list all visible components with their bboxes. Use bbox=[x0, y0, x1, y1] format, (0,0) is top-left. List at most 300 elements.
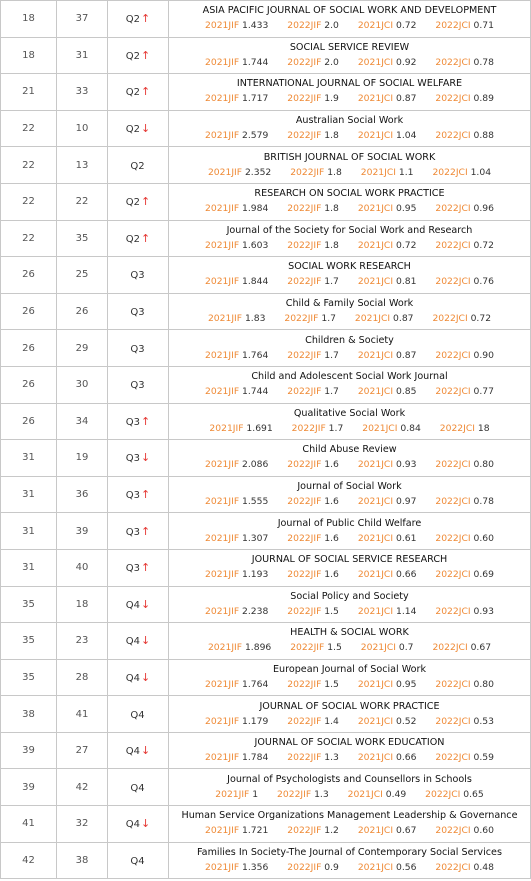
journal-cell bbox=[169, 220, 531, 257]
if2021-label: 2021JIF bbox=[205, 605, 240, 617]
jci2021-metric bbox=[348, 787, 407, 803]
jci2022-label: 2022JCI bbox=[435, 861, 471, 873]
rank-cell: 22 bbox=[1, 147, 57, 184]
quartile-label: Q3 bbox=[130, 307, 145, 319]
previous-rank-cell: 19 bbox=[57, 440, 108, 477]
if2021-label: 2021JIF bbox=[205, 861, 240, 873]
metrics-line bbox=[169, 457, 530, 473]
journal-cell bbox=[169, 696, 531, 733]
previous-rank-cell: 31 bbox=[57, 37, 108, 74]
if2021-value: 1.717 bbox=[242, 93, 269, 105]
table-row bbox=[1, 37, 531, 74]
if2022-label: 2022JIF bbox=[287, 861, 322, 873]
if2022-label: 2022JIF bbox=[287, 459, 322, 471]
previous-rank-cell: 22 bbox=[57, 183, 108, 220]
if2022-metric bbox=[287, 494, 339, 510]
metrics-line bbox=[169, 238, 530, 254]
journal-name: BRITISH JOURNAL OF SOCIAL WORK bbox=[263, 151, 436, 163]
journal-cell bbox=[169, 1, 531, 38]
table-row bbox=[1, 696, 531, 733]
jci2022-value: 0.65 bbox=[463, 788, 484, 800]
quartile-cell bbox=[108, 37, 169, 74]
jci2021-label: 2021JCI bbox=[357, 532, 394, 544]
jci2021-metric bbox=[362, 421, 421, 437]
if2021-value: 1.691 bbox=[246, 422, 273, 434]
journal-name: Journal of Public Child Welfare bbox=[277, 517, 422, 529]
journal-name: Child Abuse Review bbox=[302, 444, 397, 456]
jci2021-value: 1.14 bbox=[395, 605, 417, 617]
quartile-label: Q2 bbox=[125, 233, 140, 245]
quartile-cell bbox=[108, 257, 169, 294]
jci2022-label: 2022JCI bbox=[435, 349, 471, 361]
if2021-value: 1 bbox=[252, 788, 259, 800]
jci2022-value: 0.71 bbox=[473, 20, 494, 32]
metrics-line bbox=[169, 128, 530, 144]
if2021-label: 2021JIF bbox=[205, 459, 240, 471]
arrow-up-icon: ↑ bbox=[141, 524, 151, 538]
journal-name: Children & Society bbox=[305, 334, 394, 346]
journal-name: Journal of Psychologists and Counsellors in Schools bbox=[227, 773, 472, 785]
previous-rank-cell: 42 bbox=[57, 769, 108, 806]
if2021-metric bbox=[205, 750, 268, 766]
jci2022-metric bbox=[435, 531, 494, 547]
quartile-cell bbox=[108, 440, 169, 477]
jci2021-label: 2021JCI bbox=[357, 386, 394, 398]
jci2022-value: 0.80 bbox=[473, 459, 494, 471]
journal-cell bbox=[169, 330, 531, 367]
if2021-label: 2021JIF bbox=[205, 130, 240, 142]
if2021-metric bbox=[205, 531, 268, 547]
quartile-cell bbox=[108, 403, 169, 440]
rank-cell: 21 bbox=[1, 74, 57, 111]
if2022-label: 2022JIF bbox=[287, 569, 322, 581]
table-row bbox=[1, 403, 531, 440]
if2022-metric bbox=[287, 201, 339, 217]
jci2022-label: 2022JCI bbox=[439, 422, 475, 434]
jci2022-value: 0.93 bbox=[473, 605, 494, 617]
metrics-line bbox=[169, 91, 530, 107]
previous-rank-cell: 29 bbox=[57, 330, 108, 367]
journal-cell bbox=[169, 513, 531, 550]
rank-cell: 26 bbox=[1, 403, 57, 440]
metrics-line bbox=[169, 823, 530, 839]
jci2022-label: 2022JCI bbox=[435, 678, 471, 690]
if2021-label: 2021JIF bbox=[209, 422, 244, 434]
jci2022-metric bbox=[435, 494, 494, 510]
quartile-cell bbox=[108, 220, 169, 257]
previous-rank-cell: 40 bbox=[57, 549, 108, 586]
if2021-metric bbox=[205, 348, 268, 364]
jci2022-metric bbox=[435, 18, 494, 34]
jci2022-value: 0.77 bbox=[473, 386, 494, 398]
quartile-label: Q4 bbox=[125, 746, 140, 758]
if2021-metric bbox=[205, 860, 268, 876]
quartile-label: Q2 bbox=[125, 124, 140, 136]
if2021-metric bbox=[205, 201, 268, 217]
previous-rank-cell: 38 bbox=[57, 842, 108, 879]
jci2021-label: 2021JCI bbox=[357, 861, 394, 873]
if2022-metric bbox=[277, 787, 329, 803]
metrics-line bbox=[169, 640, 530, 656]
previous-rank-cell: 18 bbox=[57, 586, 108, 623]
jci2021-value: 0.7 bbox=[398, 642, 414, 654]
if2022-label: 2022JIF bbox=[277, 788, 312, 800]
if2021-metric bbox=[205, 384, 268, 400]
journal-name: Families In Society-The Journal of Contemporary Social Services bbox=[197, 846, 502, 858]
if2021-metric bbox=[205, 567, 268, 583]
journal-cell bbox=[169, 110, 531, 147]
journal-cell bbox=[169, 74, 531, 111]
quartile-label: Q4 bbox=[125, 672, 140, 684]
quartile-label: Q4 bbox=[125, 819, 140, 831]
jci2021-label: 2021JCI bbox=[357, 715, 394, 727]
jci2021-value: 0.95 bbox=[395, 678, 417, 690]
if2021-metric bbox=[205, 457, 268, 473]
jci2021-value: 0.72 bbox=[395, 239, 417, 251]
jci2022-value: 0.89 bbox=[473, 93, 494, 105]
jci2021-value: 0.92 bbox=[395, 56, 417, 68]
jci2022-metric bbox=[432, 165, 491, 181]
if2021-value: 2.352 bbox=[244, 166, 272, 178]
if2022-metric bbox=[287, 384, 339, 400]
jci2021-value: 0.67 bbox=[395, 825, 417, 837]
jci2022-label: 2022JCI bbox=[435, 56, 471, 68]
if2022-metric bbox=[290, 165, 342, 181]
if2022-label: 2022JIF bbox=[287, 20, 322, 32]
metrics-line bbox=[169, 860, 530, 876]
jci2022-label: 2022JCI bbox=[435, 276, 471, 288]
jci2022-metric bbox=[435, 750, 494, 766]
if2021-metric bbox=[208, 640, 271, 656]
jci2021-value: 0.95 bbox=[395, 203, 417, 215]
if2021-metric bbox=[208, 311, 265, 327]
jci2022-metric bbox=[440, 421, 490, 437]
quartile-cell bbox=[108, 696, 169, 733]
if2022-label: 2022JIF bbox=[287, 825, 322, 837]
jci2021-label: 2021JCI bbox=[357, 130, 394, 142]
jci2022-label: 2022JCI bbox=[435, 203, 471, 215]
if2022-metric bbox=[287, 750, 339, 766]
journal-cell bbox=[169, 403, 531, 440]
jci2021-metric bbox=[358, 750, 417, 766]
metrics-line bbox=[169, 18, 530, 34]
journal-name: ASIA PACIFIC JOURNAL OF SOCIAL WORK AND DEVELOPMENT bbox=[202, 5, 497, 17]
quartile-cell bbox=[108, 806, 169, 843]
table-row bbox=[1, 549, 531, 586]
table-row bbox=[1, 623, 531, 660]
if2022-value: 1.8 bbox=[327, 166, 342, 178]
jci2022-value: 0.76 bbox=[473, 276, 494, 288]
journal-name: Social Policy and Society bbox=[290, 590, 409, 602]
table-row bbox=[1, 659, 531, 696]
quartile-cell bbox=[108, 293, 169, 330]
metrics-line bbox=[169, 165, 530, 181]
metrics-line bbox=[169, 604, 530, 620]
jci2022-metric bbox=[435, 348, 494, 364]
rank-cell: 26 bbox=[1, 293, 57, 330]
if2021-label: 2021JIF bbox=[205, 752, 240, 764]
jci2022-label: 2022JCI bbox=[435, 386, 471, 398]
jci2022-label: 2022JCI bbox=[435, 239, 471, 251]
rank-cell: 26 bbox=[1, 330, 57, 367]
quartile-cell bbox=[108, 366, 169, 403]
if2021-label: 2021JIF bbox=[205, 496, 240, 508]
jci2022-metric bbox=[432, 640, 491, 656]
jci2022-metric bbox=[435, 201, 494, 217]
jci2021-value: 0.66 bbox=[395, 752, 417, 764]
jci2021-label: 2021JCI bbox=[357, 825, 394, 837]
quartile-cell bbox=[108, 1, 169, 38]
if2022-value: 1.7 bbox=[328, 422, 344, 434]
previous-rank-cell: 13 bbox=[57, 147, 108, 184]
if2022-label: 2022JIF bbox=[291, 422, 326, 434]
if2022-metric bbox=[287, 714, 339, 730]
journal-name: Child and Adolescent Social Work Journal bbox=[251, 371, 448, 383]
rank-cell: 31 bbox=[1, 476, 57, 513]
jci2021-metric bbox=[358, 238, 417, 254]
if2021-label: 2021JIF bbox=[215, 788, 250, 800]
if2021-metric bbox=[205, 823, 268, 839]
journal-cell bbox=[169, 623, 531, 660]
jci2022-metric bbox=[435, 55, 494, 71]
jci2022-value: 0.88 bbox=[473, 130, 494, 142]
quartile-label: Q3 bbox=[125, 453, 140, 465]
journal-cell bbox=[169, 147, 531, 184]
table-row bbox=[1, 147, 531, 184]
jci2022-label: 2022JCI bbox=[432, 313, 468, 325]
quartile-label: Q3 bbox=[130, 380, 145, 392]
jci2021-label: 2021JCI bbox=[357, 276, 394, 288]
if2021-metric bbox=[205, 714, 268, 730]
jci2021-value: 0.87 bbox=[393, 313, 414, 325]
rank-cell: 35 bbox=[1, 586, 57, 623]
previous-rank-cell: 41 bbox=[57, 696, 108, 733]
journal-name: RESEARCH ON SOCIAL WORK PRACTICE bbox=[254, 188, 445, 200]
table-body bbox=[1, 1, 531, 879]
jci2021-value: 0.84 bbox=[400, 422, 421, 434]
arrow-up-icon: ↑ bbox=[141, 195, 151, 209]
if2021-value: 1.984 bbox=[242, 203, 269, 215]
jci2021-metric bbox=[358, 274, 417, 290]
jci2022-label: 2022JCI bbox=[435, 496, 471, 508]
if2022-label: 2022JIF bbox=[287, 752, 322, 764]
jci2022-label: 2022JCI bbox=[435, 532, 471, 544]
quartile-cell bbox=[108, 147, 169, 184]
if2021-label: 2021JIF bbox=[205, 825, 240, 837]
if2021-label: 2021JIF bbox=[205, 532, 240, 544]
jci2021-metric bbox=[358, 201, 417, 217]
if2021-value: 1.307 bbox=[242, 532, 269, 544]
quartile-label: Q4 bbox=[130, 709, 145, 721]
metrics-line bbox=[169, 714, 530, 730]
jci2022-value: 0.72 bbox=[473, 239, 494, 251]
if2021-value: 1.784 bbox=[242, 752, 269, 764]
jci2022-value: 0.67 bbox=[470, 642, 492, 654]
if2022-value: 1.9 bbox=[324, 93, 339, 105]
arrow-down-icon: ↓ bbox=[141, 122, 151, 136]
journal-name: JOURNAL OF SOCIAL WORK PRACTICE bbox=[259, 700, 440, 712]
journal-cell bbox=[169, 586, 531, 623]
if2022-metric bbox=[287, 677, 339, 693]
jci2022-metric bbox=[435, 457, 494, 473]
jci2021-value: 0.52 bbox=[395, 715, 417, 727]
if2022-label: 2022JIF bbox=[287, 130, 322, 142]
arrow-down-icon: ↓ bbox=[141, 451, 151, 465]
previous-rank-cell: 39 bbox=[57, 513, 108, 550]
previous-rank-cell: 34 bbox=[57, 403, 108, 440]
jci2021-metric bbox=[358, 55, 417, 71]
quartile-label: Q4 bbox=[130, 855, 145, 867]
if2021-value: 1.555 bbox=[242, 496, 269, 508]
quartile-cell bbox=[108, 330, 169, 367]
table-row bbox=[1, 110, 531, 147]
jci2021-metric bbox=[361, 165, 414, 181]
if2022-label: 2022JIF bbox=[287, 93, 322, 105]
jci2021-metric bbox=[358, 677, 417, 693]
if2021-label: 2021JIF bbox=[205, 349, 240, 361]
if2022-value: 1.6 bbox=[324, 459, 339, 471]
if2021-value: 1.896 bbox=[244, 642, 272, 654]
if2021-metric bbox=[205, 55, 268, 71]
previous-rank-cell: 28 bbox=[57, 659, 108, 696]
jci2021-metric bbox=[358, 91, 417, 107]
jci2021-label: 2021JCI bbox=[357, 605, 394, 617]
rank-cell: 38 bbox=[1, 696, 57, 733]
journal-name: European Journal of Social Work bbox=[272, 663, 427, 675]
table-row bbox=[1, 1, 531, 38]
jci2021-metric bbox=[358, 531, 417, 547]
if2021-value: 1.844 bbox=[242, 276, 269, 288]
quartile-label: Q3 bbox=[125, 490, 140, 502]
jci2022-label: 2022JCI bbox=[435, 752, 471, 764]
table-row bbox=[1, 513, 531, 550]
jci2022-value: 0.48 bbox=[473, 861, 494, 873]
jci2022-metric bbox=[435, 91, 494, 107]
journal-name: JOURNAL OF SOCIAL SERVICE RESEARCH bbox=[251, 554, 448, 566]
jci2022-metric bbox=[435, 567, 494, 583]
jci2022-label: 2022JCI bbox=[435, 569, 471, 581]
jci2021-metric bbox=[358, 128, 417, 144]
quartile-cell bbox=[108, 732, 169, 769]
journal-cell bbox=[169, 842, 531, 879]
journal-cell bbox=[169, 769, 531, 806]
if2022-value: 1.8 bbox=[324, 130, 339, 142]
table-row bbox=[1, 220, 531, 257]
if2021-value: 2.579 bbox=[242, 130, 269, 142]
table-row bbox=[1, 330, 531, 367]
quartile-cell bbox=[108, 549, 169, 586]
if2022-label: 2022JIF bbox=[290, 642, 325, 654]
table-row bbox=[1, 257, 531, 294]
jci2022-value: 18 bbox=[477, 422, 490, 434]
metrics-line bbox=[169, 348, 530, 364]
jci2022-label: 2022JCI bbox=[435, 715, 471, 727]
metrics-line bbox=[169, 787, 530, 803]
quartile-cell bbox=[108, 74, 169, 111]
jci2022-metric bbox=[435, 604, 494, 620]
if2021-label: 2021JIF bbox=[205, 203, 240, 215]
jci2022-value: 0.90 bbox=[473, 349, 494, 361]
if2022-metric bbox=[287, 91, 339, 107]
jci2021-label: 2021JCI bbox=[354, 313, 391, 325]
journal-name: Human Service Organizations Management Leadership & Governance bbox=[181, 810, 518, 822]
if2021-label: 2021JIF bbox=[205, 20, 240, 32]
if2021-value: 1.744 bbox=[242, 386, 269, 398]
if2021-metric bbox=[205, 18, 268, 34]
arrow-down-icon: ↓ bbox=[141, 670, 151, 684]
quartile-label: Q4 bbox=[125, 599, 140, 611]
table-row bbox=[1, 293, 531, 330]
metrics-line bbox=[169, 494, 530, 510]
if2021-value: 2.086 bbox=[242, 459, 269, 471]
if2022-value: 1.7 bbox=[324, 276, 339, 288]
jci2021-label: 2021JCI bbox=[357, 203, 394, 215]
rank-cell: 31 bbox=[1, 513, 57, 550]
metrics-line bbox=[169, 750, 530, 766]
journal-name: JOURNAL OF SOCIAL WORK EDUCATION bbox=[254, 737, 445, 749]
jci2022-metric bbox=[425, 787, 484, 803]
table-row bbox=[1, 366, 531, 403]
jci2021-value: 1.04 bbox=[395, 130, 417, 142]
if2022-metric bbox=[290, 640, 342, 656]
jci2021-value: 1.1 bbox=[398, 166, 414, 178]
if2021-metric bbox=[205, 128, 268, 144]
if2022-metric bbox=[287, 604, 339, 620]
if2021-metric bbox=[208, 165, 271, 181]
journal-cell bbox=[169, 257, 531, 294]
if2022-metric bbox=[287, 567, 339, 583]
jci2022-value: 1.04 bbox=[470, 166, 492, 178]
jci2021-label: 2021JCI bbox=[357, 496, 394, 508]
quartile-label: Q2 bbox=[125, 14, 140, 26]
metrics-line bbox=[169, 201, 530, 217]
if2021-label: 2021JIF bbox=[207, 642, 243, 654]
if2022-label: 2022JIF bbox=[287, 715, 322, 727]
if2022-value: 1.8 bbox=[324, 203, 339, 215]
if2022-value: 1.5 bbox=[327, 642, 342, 654]
previous-rank-cell: 37 bbox=[57, 1, 108, 38]
quartile-cell bbox=[108, 842, 169, 879]
jci2022-value: 0.72 bbox=[470, 313, 492, 325]
if2022-value: 1.5 bbox=[324, 678, 339, 690]
arrow-up-icon: ↑ bbox=[141, 12, 151, 26]
if2022-label: 2022JIF bbox=[287, 532, 322, 544]
if2022-value: 2.0 bbox=[324, 20, 339, 32]
if2022-metric bbox=[287, 823, 339, 839]
jci2021-value: 0.66 bbox=[395, 569, 417, 581]
journal-cell bbox=[169, 183, 531, 220]
previous-rank-cell: 25 bbox=[57, 257, 108, 294]
jci2022-label: 2022JCI bbox=[432, 166, 468, 178]
metrics-line bbox=[169, 274, 530, 290]
quartile-cell bbox=[108, 659, 169, 696]
if2022-value: 1.7 bbox=[321, 313, 336, 325]
journal-cell bbox=[169, 37, 531, 74]
rank-cell: 31 bbox=[1, 549, 57, 586]
jci2021-metric bbox=[355, 311, 414, 327]
jci2022-value: 0.60 bbox=[473, 825, 494, 837]
if2021-label: 2021JIF bbox=[205, 239, 240, 251]
quartile-label: Q2 bbox=[125, 50, 140, 62]
if2021-label: 2021JIF bbox=[205, 386, 240, 398]
rank-cell: 22 bbox=[1, 220, 57, 257]
jci2021-value: 0.61 bbox=[395, 532, 417, 544]
jci2022-label: 2022JCI bbox=[435, 825, 471, 837]
jci2021-metric bbox=[361, 640, 414, 656]
if2022-label: 2022JIF bbox=[287, 678, 322, 690]
metrics-line bbox=[169, 677, 530, 693]
if2022-value: 1.7 bbox=[324, 386, 339, 398]
